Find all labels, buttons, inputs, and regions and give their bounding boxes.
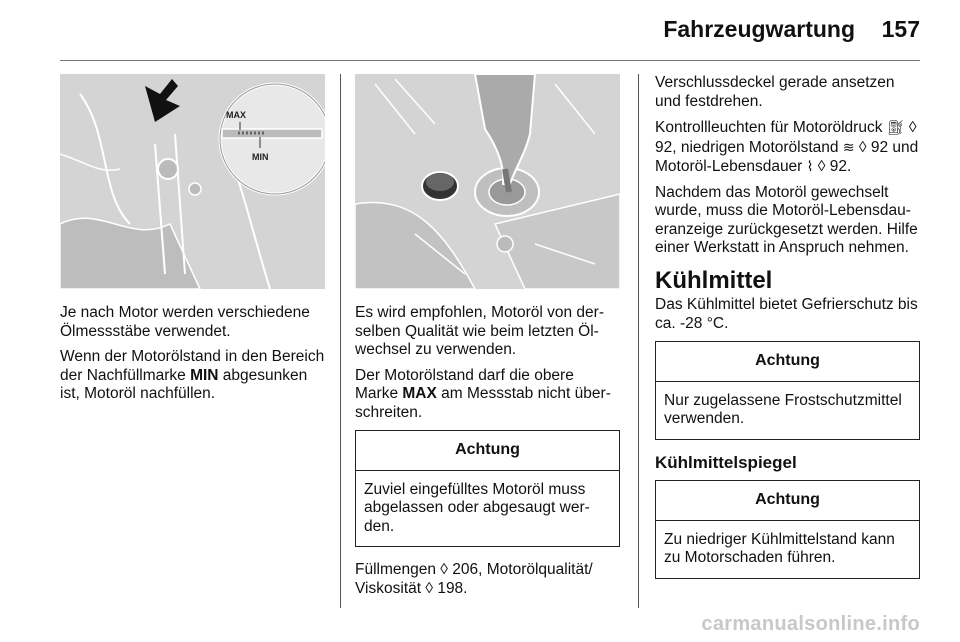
column-3 — [655, 74, 920, 593]
paragraph: Das Kühlmittel bietet Gefrierschutz bis ca. -28 °C. — [655, 296, 918, 332]
paragraph: Wenn der Motorölstand in den Bereich der Nachfüllmarke MIN abgesunken ist, Motoröl nachfüllen. — [60, 348, 325, 402]
oil-can-icon: ⛽︎ — [886, 119, 905, 135]
paragraph: Füllmengen ◊ 206, Motorölqualität/ Viskosität ◊ 198. — [355, 561, 593, 597]
paragraph: Es wird empfohlen, Motoröl von derselben Qualität wie beim letzten Ölwechsel zu verwenden. — [355, 304, 604, 358]
column-divider — [340, 74, 341, 608]
oil-level-icon: ≋ — [842, 138, 855, 155]
max-label: MAX — [226, 110, 246, 120]
paragraph: Verschlussdeckel gerade ansetzen und festdrehen. — [655, 74, 895, 110]
warning-heading: Achtung — [356, 431, 619, 471]
warning-heading: Achtung — [656, 481, 919, 521]
min-label: MIN — [252, 152, 269, 162]
watermark: carmanualsonline.info — [701, 613, 920, 635]
column-divider — [638, 74, 639, 608]
oil-life-icon: ⌇ — [806, 158, 814, 174]
column-2 — [355, 74, 620, 605]
min-mark: MIN — [190, 366, 219, 384]
page-number: 157 — [881, 16, 920, 42]
paragraph: Je nach Motor werden verschiedene Ölmessstäbe verwendet. — [60, 304, 310, 340]
warning-box — [355, 430, 620, 547]
page-header — [0, 0, 960, 60]
section-title: Fahrzeugwartung — [663, 16, 855, 42]
paragraph: Nachdem das Motoröl gewechselt wurde, muss die Motoröl-Lebensdaueranzeige zurückgesetzt werden. Hilfe einer Werkstatt in Anspruch nehmen. — [655, 183, 918, 256]
paragraph: Kontrollleuchten für Motoröldruck ⛽︎ ◊ 92, niedrigen Motorölstand ≋ ◊ 92 und Motoröl-Lebensdauer ⌇ ◊ 92. — [655, 119, 919, 175]
header-divider — [60, 60, 920, 61]
warning-body: Nur zugelassene Frostschutzmittel verwenden. — [664, 391, 902, 427]
warning-body: Zu niedriger Kühlmittelstand kann zu Motorschaden führen. — [664, 530, 895, 566]
warning-box — [655, 341, 920, 440]
heading-coolant-level: Kühlmittelspiegel — [655, 452, 797, 472]
warning-box — [655, 480, 920, 579]
heading-coolant: Kühlmittel — [655, 266, 773, 294]
column-1 — [60, 74, 325, 411]
max-mark: MAX — [402, 385, 437, 402]
oil-filling-illustration — [355, 74, 620, 289]
paragraph: Der Motorölstand darf die obere Marke MAX am Messstab nicht überschreiten. — [355, 366, 611, 421]
warning-heading: Achtung — [656, 342, 919, 382]
warning-body: Zuviel eingefülltes Motoröl muss abgelassen oder abgesaugt werden. — [364, 480, 590, 535]
dipstick-illustration — [60, 74, 325, 289]
